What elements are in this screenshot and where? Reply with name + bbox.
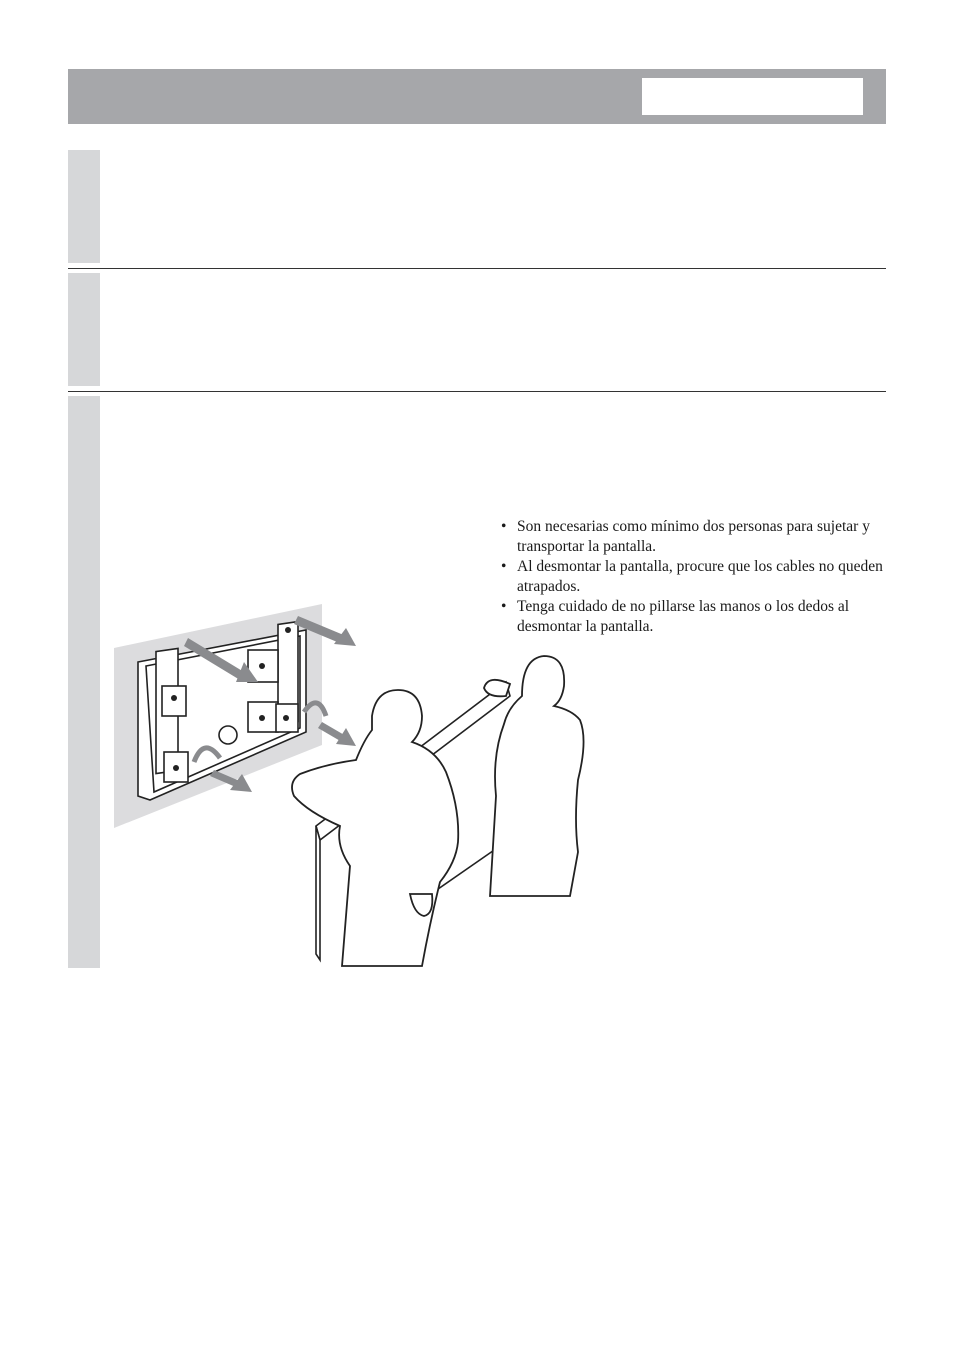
- step-tab-3: [68, 396, 100, 968]
- list-item: • Al desmontar la pantalla, procure que los cables no queden atrapados.: [501, 558, 883, 595]
- display-removal-illustration: [110, 600, 600, 985]
- note-text: Tenga cuidado de no pillarse las manos o los dedos al desmontar la pantalla.: [517, 598, 850, 635]
- step-tab-1: [68, 150, 100, 263]
- list-item: • Tenga cuidado de no pillarse las manos o los dedos al desmontar la pantalla.: [501, 598, 850, 635]
- section-divider-2: [68, 391, 886, 392]
- note-text: Al desmontar la pantalla, procure que los cables no queden atrapados.: [517, 558, 883, 595]
- person-rear: [484, 656, 584, 896]
- list-item: • Son necesarias como mínimo dos personas para sujetar y transportar la pantalla.: [501, 518, 870, 555]
- note-text: Son necesarias como mínimo dos personas para sujetar y transportar la pantalla.: [517, 518, 870, 555]
- step-tab-2: [68, 273, 100, 386]
- header-label-box: [642, 78, 863, 115]
- section-divider-1: [68, 268, 886, 269]
